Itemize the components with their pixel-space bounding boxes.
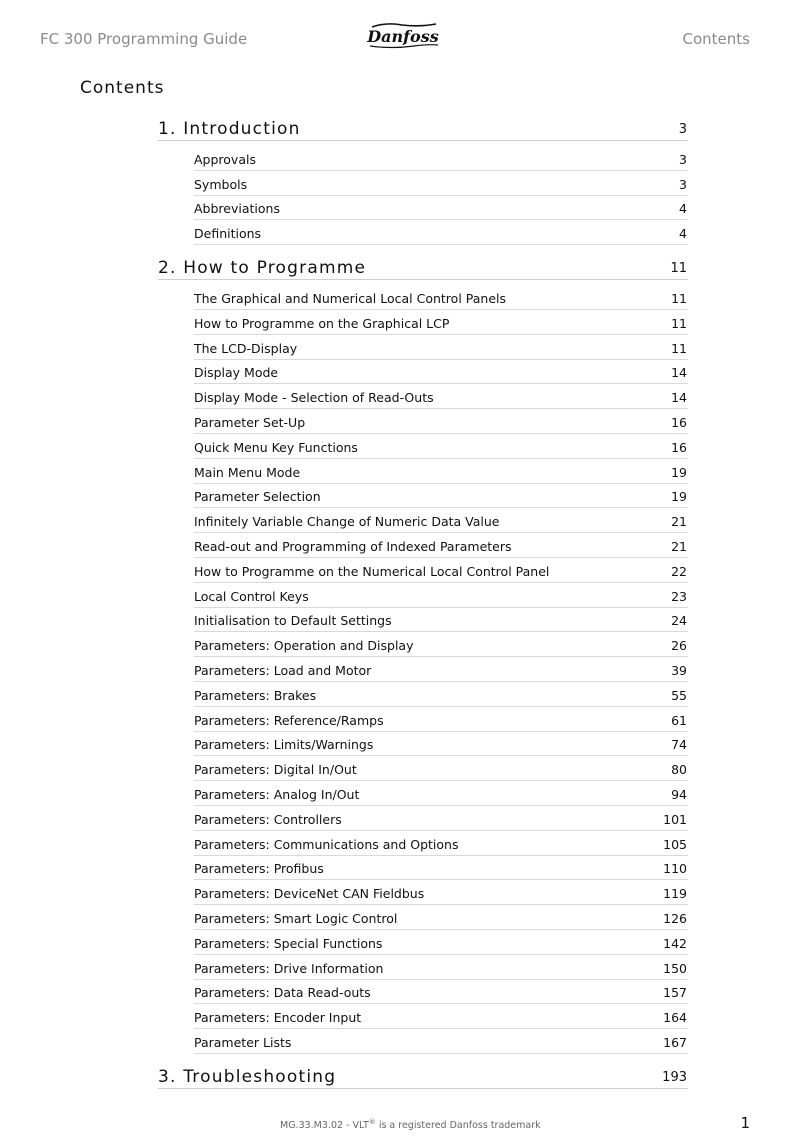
section-page-number: 19 <box>671 489 687 505</box>
toc-chapter-entry[interactable] <box>158 114 688 141</box>
section-page-number: 39 <box>671 662 687 678</box>
section-title: Parameters: Profibus <box>194 861 324 877</box>
toc-section-entry[interactable] <box>194 980 688 1005</box>
toc-section-entry[interactable] <box>194 1004 688 1029</box>
chapter-title: 2. How to Programme <box>158 258 367 279</box>
section-title: Parameters: Brakes <box>194 687 317 703</box>
chapter-title: 3. Troubleshooting <box>158 1066 337 1087</box>
section-page-number: 110 <box>663 861 687 877</box>
chapter-title: 1. Introduction <box>158 119 301 139</box>
section-page-number: 119 <box>663 886 687 902</box>
section-page-number: 4 <box>679 226 687 242</box>
toc-section-entry[interactable] <box>194 732 688 757</box>
toc-section-entry[interactable] <box>194 856 688 881</box>
section-title: Parameters: Drive Information <box>194 960 384 976</box>
toc-section-entry[interactable] <box>194 533 688 558</box>
section-page-number: 26 <box>671 638 687 654</box>
section-title: Parameters: Operation and Display <box>194 638 414 654</box>
toc-section-entry[interactable] <box>194 608 688 633</box>
toc-section-entry[interactable] <box>194 583 688 608</box>
section-page-number: 157 <box>663 985 687 1001</box>
section-page-number: 61 <box>671 712 687 728</box>
section-title: Parameter Selection <box>194 489 321 505</box>
toc-section-entry[interactable] <box>194 220 688 245</box>
section-title: Quick Menu Key Functions <box>194 439 358 455</box>
section-title: Display Mode <box>194 365 279 381</box>
section-page-number: 21 <box>671 514 687 530</box>
section-title: Parameters: Communications and Options <box>194 836 459 852</box>
section-page-number: 11 <box>671 290 687 306</box>
table-of-contents <box>158 114 688 1089</box>
toc-section-entry[interactable] <box>194 335 688 360</box>
section-title: Parameters: Encoder Input <box>194 1010 362 1026</box>
toc-section-entry[interactable] <box>194 781 688 806</box>
section-title: Definitions <box>194 226 262 242</box>
toc-section-entry[interactable] <box>194 930 688 955</box>
section-page-number: 105 <box>663 836 687 852</box>
section-title: Parameters: DeviceNet CAN Fieldbus <box>194 886 425 902</box>
section-title: Approvals <box>194 151 256 167</box>
section-page-number: 167 <box>663 1034 687 1050</box>
toc-section-entry[interactable] <box>194 146 688 171</box>
page-header <box>0 26 808 56</box>
section-title: The Graphical and Numerical Local Control Panels <box>194 290 506 306</box>
chapter-page-number: 193 <box>662 1069 687 1085</box>
section-title: Symbols <box>194 176 248 192</box>
toc-section-entry[interactable] <box>194 558 688 583</box>
section-page-number: 126 <box>663 910 687 926</box>
toc-section-entry[interactable] <box>194 360 688 385</box>
toc-section-entry[interactable] <box>194 880 688 905</box>
section-page-number: 74 <box>671 737 687 753</box>
registered-mark: ® <box>368 1118 376 1126</box>
section-title: How to Programme on the Numerical Local Control Panel <box>194 563 550 579</box>
section-title: Main Menu Mode <box>194 464 301 480</box>
toc-section-entry[interactable] <box>194 905 688 930</box>
section-page-number: 11 <box>671 340 687 356</box>
toc-chapter-entry[interactable] <box>158 1062 688 1089</box>
section-page-number: 19 <box>671 464 687 480</box>
section-page-number: 3 <box>679 151 687 167</box>
section-page-number: 3 <box>679 176 687 192</box>
toc-section-entry[interactable] <box>194 508 688 533</box>
section-title: Parameters: Special Functions <box>194 935 383 951</box>
toc-section-entry[interactable] <box>194 171 688 196</box>
toc-chapter-entry[interactable] <box>158 253 688 280</box>
toc-section-entry[interactable] <box>194 756 688 781</box>
section-title: Parameters: Digital In/Out <box>194 762 357 778</box>
header-section-title: Contents <box>682 30 750 48</box>
toc-section-entry[interactable] <box>194 831 688 856</box>
section-page-number: 24 <box>671 613 687 629</box>
section-page-number: 80 <box>671 762 687 778</box>
section-page-number: 164 <box>663 1010 687 1026</box>
footer-doc-code: MG.33.M3.02 - VLT <box>280 1120 369 1132</box>
section-page-number: 21 <box>671 538 687 554</box>
section-page-number: 23 <box>671 588 687 604</box>
section-page-number: 4 <box>679 201 687 217</box>
chapter-page-number: 11 <box>670 261 687 277</box>
toc-section-entry[interactable] <box>194 632 688 657</box>
section-title: Parameters: Smart Logic Control <box>194 910 398 926</box>
toc-section-list <box>158 285 688 1054</box>
section-title: Initialisation to Default Settings <box>194 613 392 629</box>
section-title: Parameter Set-Up <box>194 414 306 430</box>
toc-section-entry[interactable] <box>194 1029 688 1054</box>
chapter-page-number: 3 <box>678 122 687 137</box>
footer-trademark-note <box>280 1118 541 1131</box>
danfoss-logo <box>362 18 444 52</box>
toc-section-entry[interactable] <box>194 707 688 732</box>
toc-section-list <box>158 146 688 245</box>
section-page-number: 142 <box>663 935 687 951</box>
section-title: Parameters: Analog In/Out <box>194 786 360 802</box>
toc-section-entry[interactable] <box>194 459 688 484</box>
section-title: Abbreviations <box>194 201 280 217</box>
section-page-number: 94 <box>671 786 687 802</box>
section-title: Local Control Keys <box>194 588 309 604</box>
section-title: Read-out and Programming of Indexed Parameters <box>194 538 512 554</box>
section-page-number: 16 <box>671 439 687 455</box>
toc-section-entry[interactable] <box>194 434 688 459</box>
toc-section-entry[interactable] <box>194 285 688 310</box>
toc-section-entry[interactable] <box>194 806 688 831</box>
section-title: Parameters: Limits/Warnings <box>194 737 374 753</box>
section-title: Parameter Lists <box>194 1034 292 1050</box>
section-title: How to Programme on the Graphical LCP <box>194 315 450 331</box>
section-title: Parameters: Controllers <box>194 811 342 827</box>
section-title: Parameters: Reference/Ramps <box>194 712 384 728</box>
page-title: Contents <box>80 78 165 98</box>
toc-section-entry[interactable] <box>194 196 688 221</box>
section-page-number: 11 <box>671 315 687 331</box>
section-title: Infinitely Variable Change of Numeric Data Value <box>194 514 500 530</box>
svg-text:Danfoss: Danfoss <box>367 27 439 46</box>
section-page-number: 14 <box>671 390 687 406</box>
header-document-title: FC 300 Programming Guide <box>40 30 248 48</box>
section-title: Parameters: Data Read-outs <box>194 985 371 1001</box>
page-number: 1 <box>740 1114 750 1132</box>
section-page-number: 101 <box>663 811 687 827</box>
toc-section-entry[interactable] <box>194 484 688 509</box>
toc-section-entry[interactable] <box>194 310 688 335</box>
toc-section-entry[interactable] <box>194 384 688 409</box>
section-title: Display Mode - Selection of Read-Outs <box>194 390 434 406</box>
section-title: The LCD-Display <box>194 340 298 356</box>
toc-section-entry[interactable] <box>194 657 688 682</box>
section-page-number: 22 <box>671 563 687 579</box>
section-title: Parameters: Load and Motor <box>194 662 372 678</box>
section-page-number: 14 <box>671 365 687 381</box>
toc-section-entry[interactable] <box>194 409 688 434</box>
toc-section-entry[interactable] <box>194 682 688 707</box>
footer-trademark-text: is a registered Danfoss trademark <box>375 1120 541 1132</box>
toc-section-entry[interactable] <box>194 955 688 980</box>
section-page-number: 150 <box>663 960 687 976</box>
section-page-number: 55 <box>671 687 687 703</box>
section-page-number: 16 <box>671 414 687 430</box>
